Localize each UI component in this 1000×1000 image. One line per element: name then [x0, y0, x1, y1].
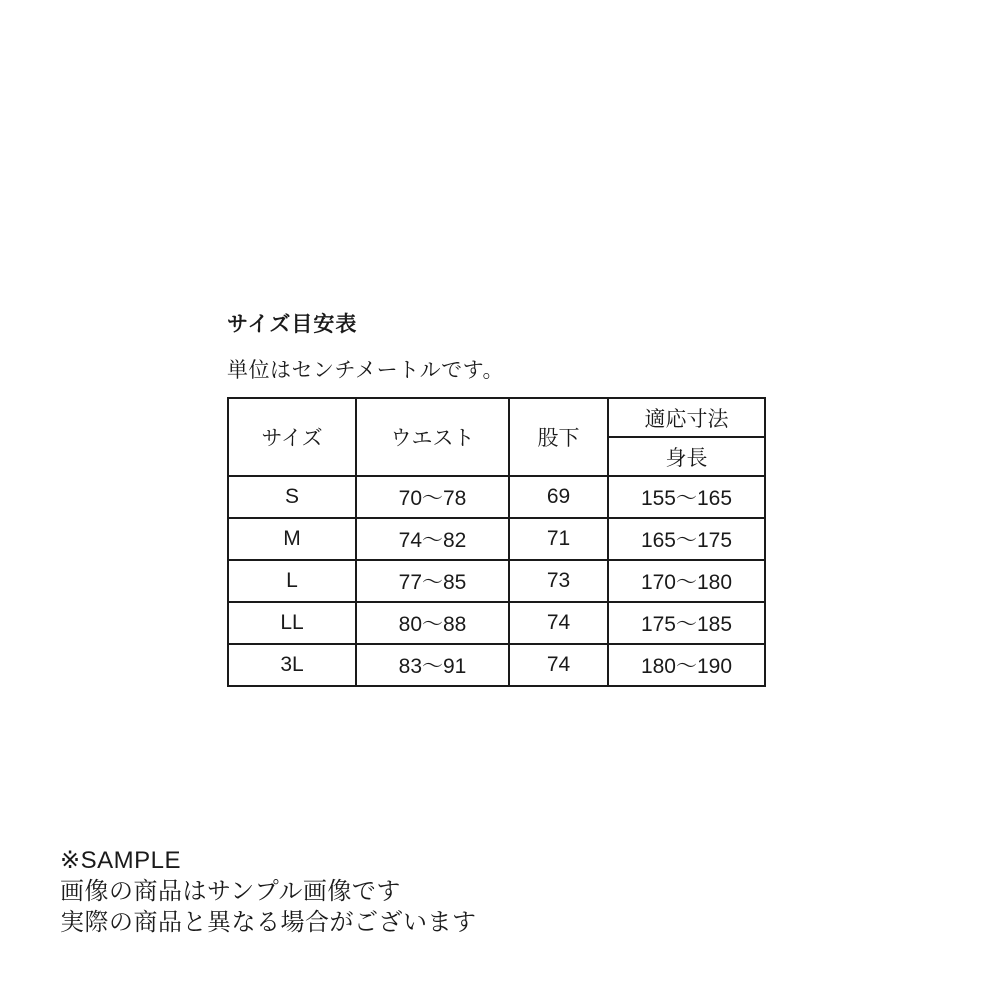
inseam-cell: 73	[509, 560, 608, 602]
size-cell: S	[228, 476, 356, 518]
inseam-cell: 71	[509, 518, 608, 560]
size-table	[227, 397, 766, 687]
header-fit-dimension: 適応寸法	[608, 398, 765, 437]
height-cell: 175〜185	[608, 602, 765, 644]
table-row-l	[228, 560, 765, 602]
waist-cell: 77〜85	[356, 560, 509, 602]
table-row-m	[228, 518, 765, 560]
height-cell: 155〜165	[608, 476, 765, 518]
table-row-s	[228, 476, 765, 518]
sample-disclaimer-line3: 実際の商品と異なる場合がございます	[60, 909, 477, 936]
waist-cell: 83〜91	[356, 644, 509, 686]
sample-disclaimer-line1: ※SAMPLE	[60, 847, 181, 874]
height-cell: 165〜175	[608, 518, 765, 560]
sample-disclaimer	[60, 845, 477, 938]
inseam-cell: 69	[509, 476, 608, 518]
size-table-header	[228, 398, 765, 476]
inseam-cell: 74	[509, 602, 608, 644]
size-chart-unit-note: 単位はセンチメートルです。	[227, 359, 504, 382]
size-cell: M	[228, 518, 356, 560]
inseam-cell: 74	[509, 644, 608, 686]
size-cell: 3L	[228, 644, 356, 686]
waist-cell: 70〜78	[356, 476, 509, 518]
header-row-top	[228, 398, 765, 437]
header-height: 身長	[608, 437, 765, 476]
size-table-body	[228, 476, 765, 686]
waist-cell: 74〜82	[356, 518, 509, 560]
table-row-ll	[228, 602, 765, 644]
height-cell: 180〜190	[608, 644, 765, 686]
header-size: サイズ	[228, 398, 356, 476]
size-cell: LL	[228, 602, 356, 644]
size-chart-title: サイズ目安表	[227, 313, 358, 336]
waist-cell: 80〜88	[356, 602, 509, 644]
height-cell: 170〜180	[608, 560, 765, 602]
size-chart-section	[227, 308, 787, 687]
table-row-3l	[228, 644, 765, 686]
header-inseam: 股下	[509, 398, 608, 476]
size-cell: L	[228, 560, 356, 602]
sample-disclaimer-line2: 画像の商品はサンプル画像です	[60, 878, 401, 905]
header-waist: ウエスト	[356, 398, 509, 476]
